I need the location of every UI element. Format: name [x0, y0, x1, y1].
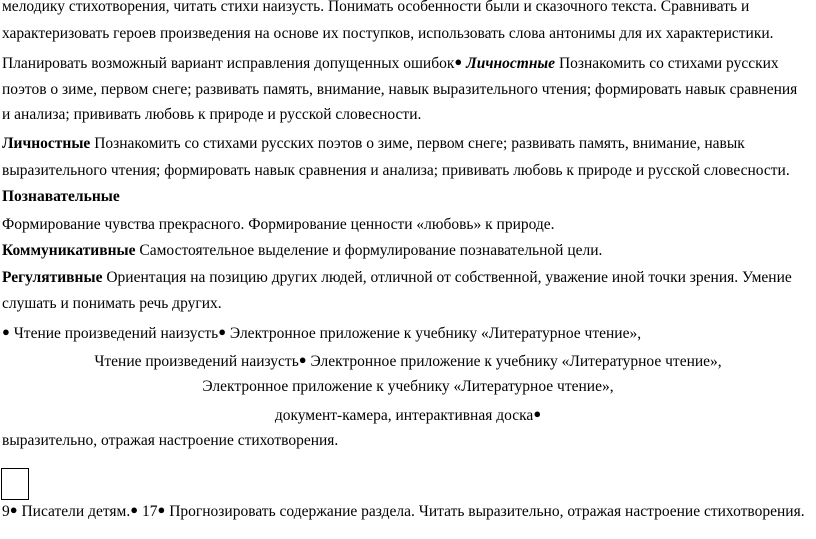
line-text: Чтение произведений наизусть — [9, 325, 219, 342]
text-line-18 — [2, 500, 805, 520]
line-text: Познакомить со стихами русских — [555, 55, 779, 72]
section-label-regulatory: Регулятивные — [2, 269, 103, 286]
item-number: 9 — [2, 503, 10, 520]
bullet-icon: ● — [533, 406, 542, 421]
line-text: Ориентация на позицию других людей, отличной от собственной, уважение иной точки зрения. Умение — [102, 269, 792, 286]
line-text: Планировать возможный вариант исправления допущенных ошибок — [2, 55, 455, 72]
text-line-2 — [2, 24, 774, 44]
text-line-15 — [0, 377, 816, 397]
line-text: Чтение произведений наизусть — [94, 353, 299, 370]
text-line-9 — [2, 215, 555, 235]
line-text: слушать и понимать речь других. — [2, 295, 222, 312]
line-text: Формирование чувства прекрасного. Формирование ценности «любовь» к природе. — [2, 216, 555, 233]
text-line-5 — [2, 105, 421, 125]
text-line-8 — [2, 187, 120, 207]
text-line-12 — [2, 294, 222, 314]
line-text: выразительного чтения; формировать навык сравнения и анализа; прививать любовь к природе и русской словесности. — [2, 162, 790, 179]
text-line-10 — [2, 241, 602, 261]
text-line-3 — [2, 52, 779, 72]
line-text: мелодику стихотворения, читать стихи наизусть. Понимать особенности были и сказочного текста. Сравнивать и — [2, 0, 750, 15]
line-text: Прогнозировать содержание раздела. Читать выразительно, отражая настроение стихотворения. — [165, 503, 805, 520]
bullet-icon: ● — [9, 502, 18, 517]
section-label-personal: Личностные — [466, 55, 556, 72]
line-text: Познакомить со стихами русских поэтов о зиме, первом снеге; развивать память, внимание, навык — [90, 135, 745, 152]
section-heading-cognitive: Познавательные — [2, 188, 120, 205]
line-text: Самостоятельное выделение и формулирование познавательной цели. — [135, 242, 603, 259]
text-line-14 — [0, 350, 816, 370]
bullet-icon: ● — [130, 502, 139, 517]
line-text: документ-камера, интерактивная доска — [274, 407, 534, 424]
line-text: Электронное приложение к учебнику «Литературное чтение», — [202, 378, 614, 395]
section-label-personal: Личностные — [2, 135, 91, 152]
empty-image-box — [1, 468, 29, 500]
bullet-icon: ● — [218, 324, 227, 339]
item-number: 17 — [138, 503, 158, 520]
line-text: Электронное приложение к учебнику «Литературное чтение», — [226, 325, 642, 342]
text-line-6 — [2, 134, 745, 154]
bullet-icon: ● — [157, 502, 166, 517]
text-line-16 — [0, 404, 816, 424]
line-text: выразительно, отражая настроение стихотворения. — [2, 432, 339, 449]
text-line-1 — [2, 0, 749, 17]
line-text: Электронное приложение к учебнику «Литературное чтение», — [306, 353, 722, 370]
section-label-communicative: Коммуникативные — [2, 242, 136, 259]
line-text: характеризовать героев произведения на основе их поступков, использовать слова антонимы для их характеристики. — [2, 25, 774, 42]
line-text: Писатели детям. — [17, 503, 131, 520]
text-line-11 — [2, 268, 792, 288]
bullet-icon: ● — [298, 352, 307, 367]
text-line-4 — [2, 80, 797, 100]
line-text: и анализа; прививать любовь к природе и русской словесности. — [2, 106, 422, 123]
text-line-17 — [2, 431, 338, 451]
text-line-13 — [2, 322, 641, 342]
bullet-icon: ● — [2, 324, 10, 339]
text-line-7 — [2, 161, 790, 181]
bullet-icon: ● — [454, 54, 463, 69]
line-text: поэтов о зиме, первом снеге; развивать память, внимание, навык выразительного чтения; формировать навык сравнения — [2, 81, 798, 98]
